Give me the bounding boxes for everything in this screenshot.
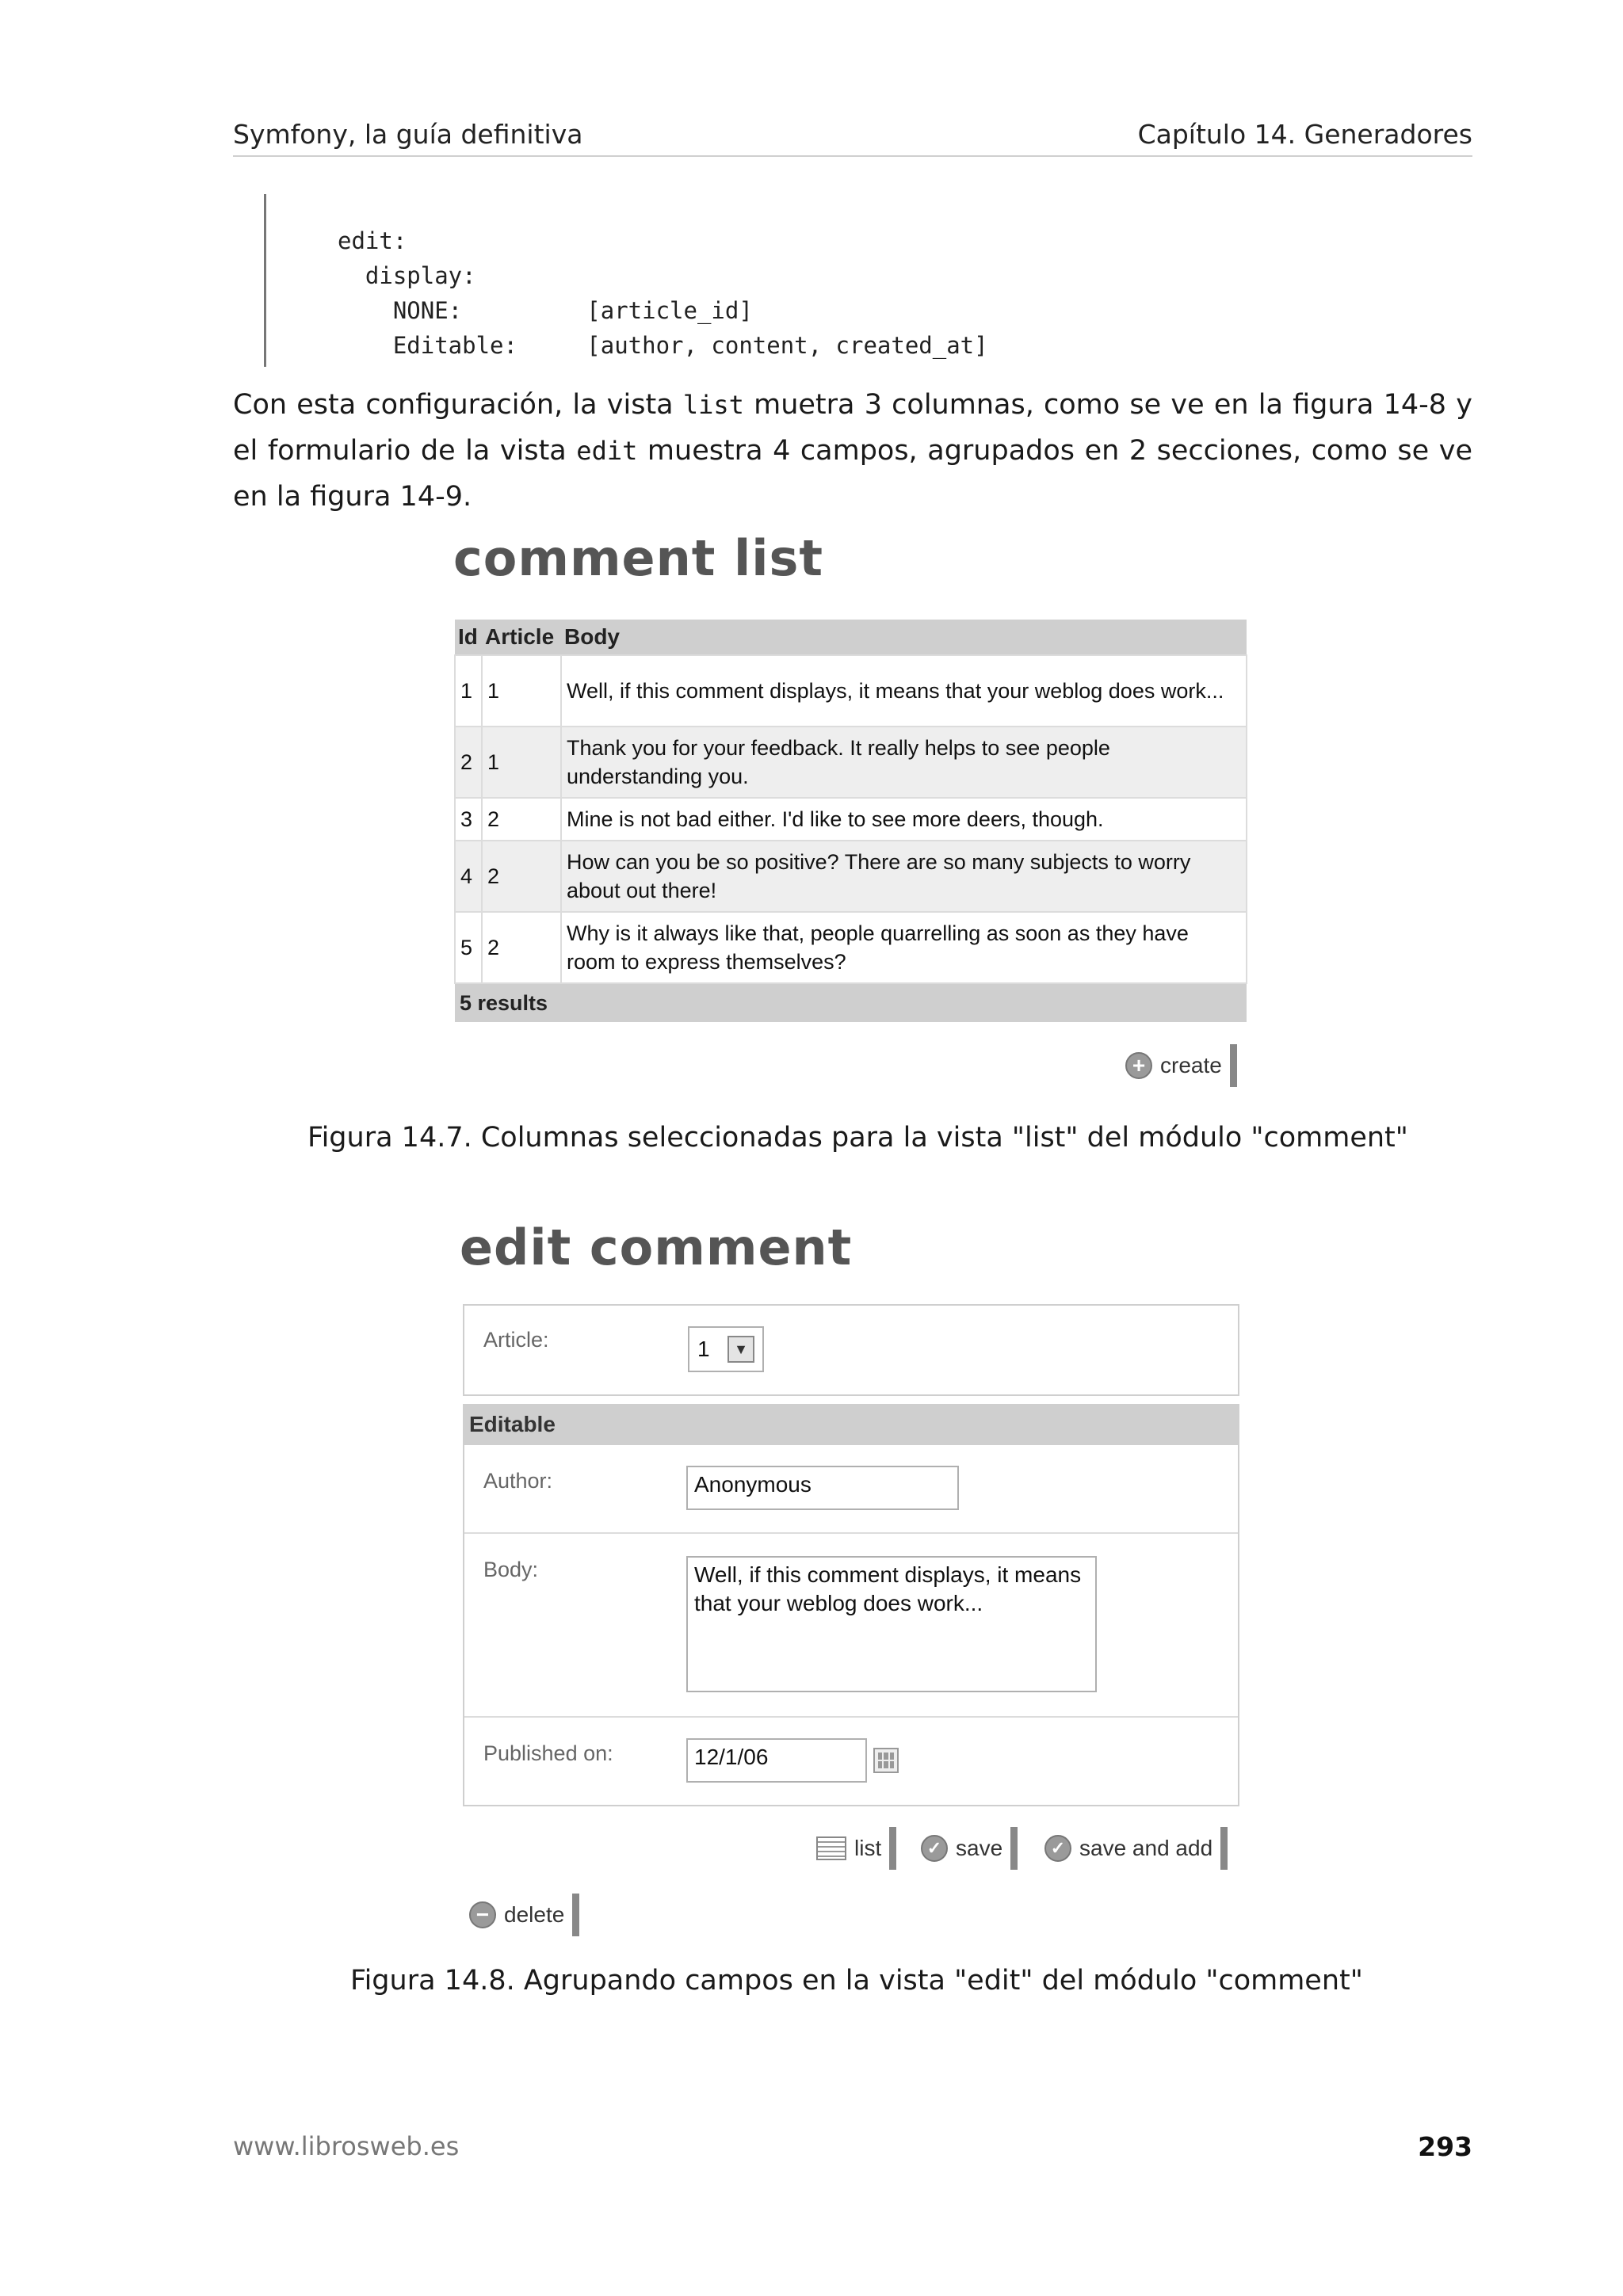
results-row <box>455 983 1247 1022</box>
cell-body: Why is it always like that, people quarrelling as soon as they have room to express themselves? <box>561 912 1247 983</box>
results-count: 5 results <box>455 983 1247 1022</box>
figure-caption: Figura 14.8. Agrupando campos en la vista "edit" del módulo "comment" <box>350 1965 1363 1997</box>
article-select[interactable] <box>688 1326 764 1372</box>
button-divider <box>1230 1044 1237 1087</box>
code-line: Editable: [author, content, created_at] <box>338 332 988 359</box>
cell-article: 2 <box>482 798 561 841</box>
cell-id[interactable]: 4 <box>455 841 482 912</box>
code-block <box>264 194 1059 367</box>
column-header-body[interactable]: Body <box>561 620 1247 655</box>
delete-button[interactable] <box>469 1894 579 1936</box>
cell-article: 2 <box>482 912 561 983</box>
save-and-add-button-label: save and add <box>1079 1836 1213 1860</box>
button-divider <box>572 1894 579 1936</box>
checkmark-icon: ✓ <box>921 1835 948 1862</box>
published-date-input[interactable]: 12/1/06 <box>686 1738 867 1783</box>
cell-body: How can you be so positive? There are so many subjects to worry about out there! <box>561 841 1247 912</box>
cell-article: 2 <box>482 841 561 912</box>
body-paragraph: Con esta configuración, la vista list muetra 3 columnas, como se ve en la figura 14-8 y el formulario de la vista edit muestra 4 campos, agrupados en 2 secciones, como se ve en la figura 14-9. <box>233 389 1472 513</box>
figure-caption: Figura 14.7. Columnas seleccionadas para la vista "list" del módulo "comment" <box>307 1122 1408 1154</box>
inline-code: list <box>682 390 744 420</box>
list-button-label: list <box>854 1836 882 1860</box>
create-button[interactable] <box>1125 1044 1237 1087</box>
list-icon <box>816 1836 846 1860</box>
cell-body: Well, if this comment displays, it means that your weblog does work... <box>561 655 1247 727</box>
chevron-down-icon[interactable]: ▼ <box>727 1336 754 1363</box>
column-header-id[interactable]: Id <box>455 620 482 655</box>
table-row[interactable] <box>455 798 1247 841</box>
edit-comment-title: edit comment <box>460 1219 853 1276</box>
cell-body: Mine is not bad either. I'd like to see more deers, though. <box>561 798 1247 841</box>
checkmark-icon: ✓ <box>1044 1835 1071 1862</box>
editable-section-header: Editable <box>463 1404 1239 1445</box>
cell-article: 1 <box>482 655 561 727</box>
create-button-label: create <box>1160 1053 1222 1077</box>
published-label: Published on: <box>483 1741 613 1765</box>
button-divider <box>1220 1827 1228 1870</box>
delete-button-label: delete <box>504 1902 565 1927</box>
button-divider <box>889 1827 896 1870</box>
cell-article: 1 <box>482 727 561 798</box>
minus-icon: − <box>469 1901 496 1928</box>
save-button[interactable] <box>921 1827 1018 1870</box>
author-label: Author: <box>483 1469 553 1493</box>
body-label: Body: <box>483 1558 539 1581</box>
cell-body: Thank you for your feedback. It really helps to see people understanding you. <box>561 727 1247 798</box>
field-divider <box>464 1716 1238 1718</box>
cell-id[interactable]: 3 <box>455 798 482 841</box>
footer-website: www.librosweb.es <box>233 2131 460 2161</box>
plus-icon: + <box>1125 1052 1152 1079</box>
save-and-add-button[interactable] <box>1044 1827 1228 1870</box>
button-divider <box>1010 1827 1018 1870</box>
author-input[interactable]: Anonymous <box>686 1466 959 1510</box>
running-header-title: Symfony, la guía definitiva <box>233 119 583 150</box>
field-divider <box>464 1532 1238 1534</box>
article-field-box <box>463 1304 1239 1396</box>
article-label: Article: <box>483 1328 549 1352</box>
header-rule <box>233 155 1472 157</box>
calendar-icon[interactable] <box>873 1748 899 1773</box>
cell-id[interactable]: 1 <box>455 655 482 727</box>
table-row[interactable] <box>455 655 1247 727</box>
page-number: 293 <box>1418 2131 1472 2162</box>
article-select-value: 1 <box>697 1337 710 1361</box>
comment-list-table <box>454 620 1247 1022</box>
code-line: NONE: [article_id] <box>338 297 753 324</box>
cell-id[interactable]: 2 <box>455 727 482 798</box>
code-line: edit: <box>338 227 407 254</box>
table-row[interactable] <box>455 912 1247 983</box>
column-header-article[interactable]: Article <box>482 620 561 655</box>
code-line: display: <box>338 262 476 289</box>
save-button-label: save <box>956 1836 1003 1860</box>
cell-id[interactable]: 5 <box>455 912 482 983</box>
running-header-chapter: Capítulo 14. Generadores <box>1137 119 1472 150</box>
body-textarea[interactable]: Well, if this comment displays, it means that your weblog does work... <box>686 1556 1097 1692</box>
table-header-row <box>455 620 1247 655</box>
table-row[interactable] <box>455 727 1247 798</box>
table-row[interactable] <box>455 841 1247 912</box>
list-button[interactable] <box>816 1827 896 1870</box>
inline-code: edit <box>576 436 638 466</box>
comment-list-title: comment list <box>453 529 824 587</box>
